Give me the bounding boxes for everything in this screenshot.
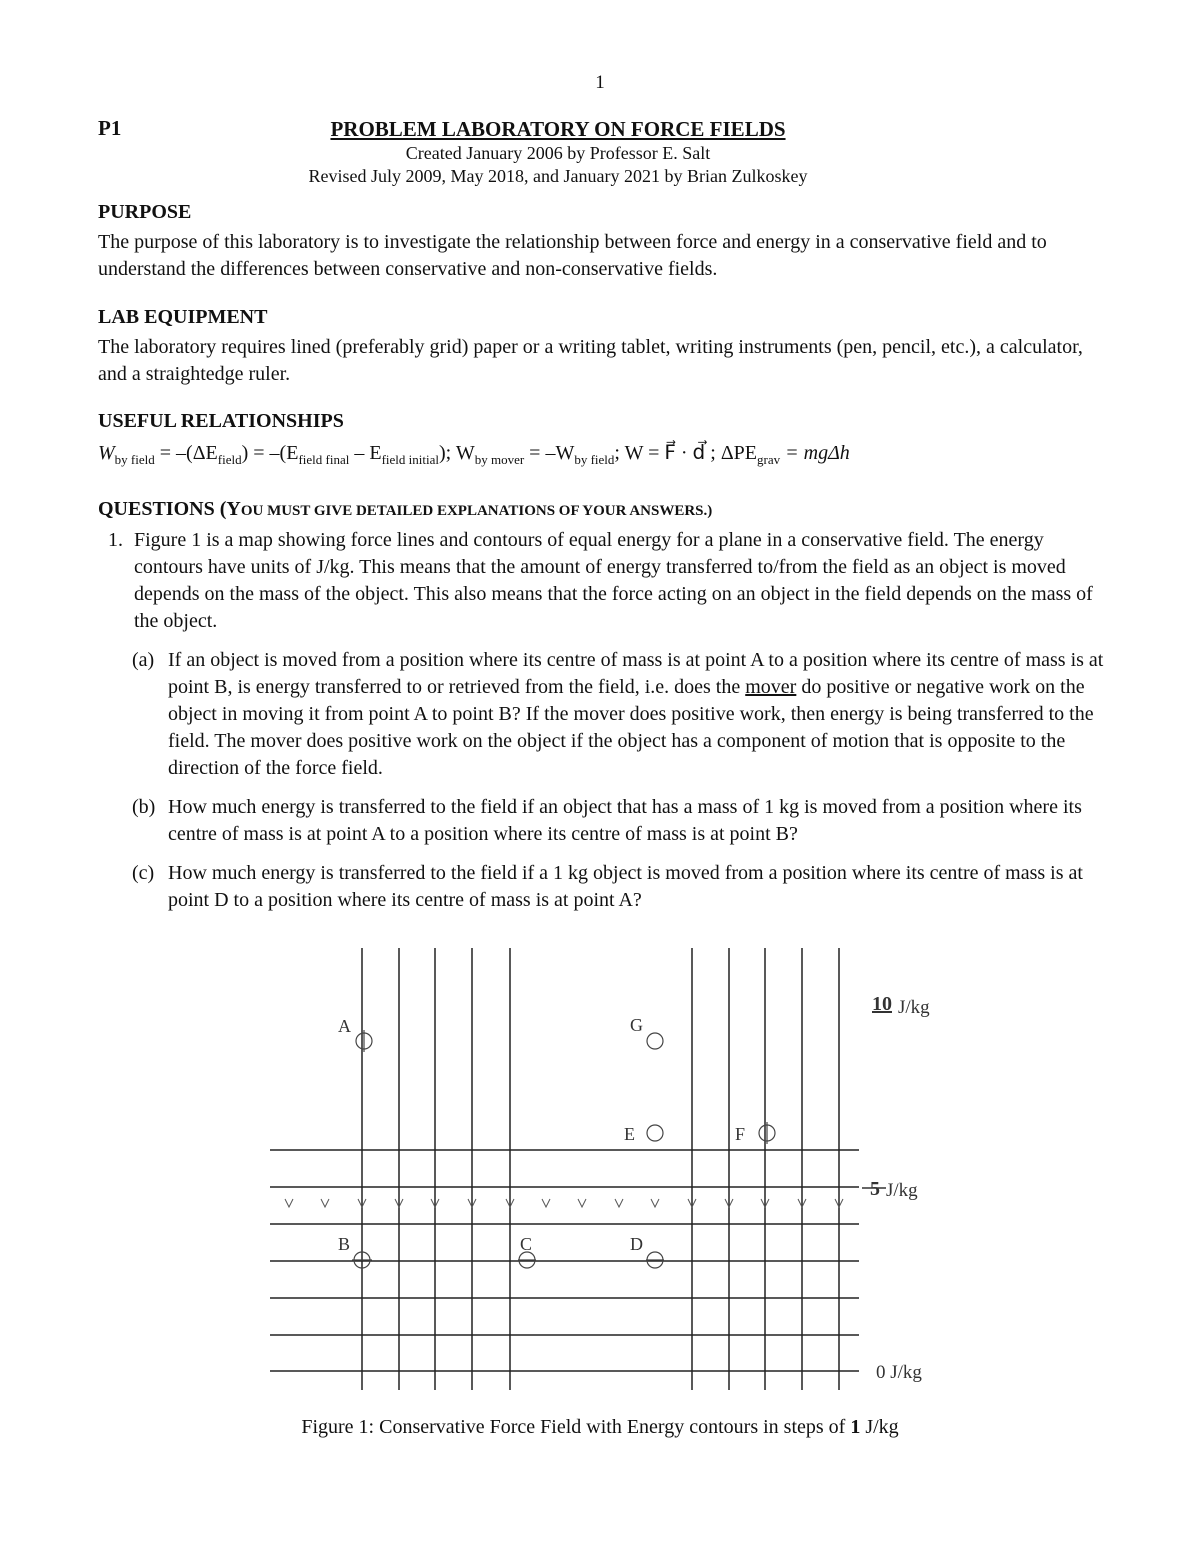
down-arrow-icon [542, 1199, 550, 1207]
down-arrow-icon [285, 1199, 293, 1207]
force-field-diagram [262, 940, 962, 1400]
point-g-label: G [630, 1015, 643, 1035]
equipment-heading: LAB EQUIPMENT [98, 306, 268, 328]
question-1b-label: (b) [132, 796, 156, 818]
field-direction-arrows [285, 1199, 843, 1207]
question-1c-text: How much energy is transferred to the field if a 1 kg object is moved from a position where its centre of mass is at point D to a position where its centre of mass is at point A? [168, 862, 1083, 911]
question-1c-label: (c) [132, 862, 155, 884]
question-1a-label: (a) [132, 649, 155, 671]
question-1a [132, 647, 1107, 782]
down-arrow-icon [651, 1199, 659, 1207]
point-a-label: A [338, 1016, 351, 1036]
label-5-unit: J/kg [886, 1180, 918, 1201]
question-1 [108, 527, 1108, 635]
equipment-text: The laboratory requires lined (preferably grid) paper or a writing tablet, writing instruments (pen, pencil, etc.), a calculator, and a straightedge ruler. [98, 336, 1083, 385]
force-lines [362, 948, 839, 1390]
down-arrow-icon [321, 1199, 329, 1207]
equipment-section [98, 304, 1108, 388]
purpose-section [98, 199, 1108, 283]
points [352, 1030, 775, 1268]
document-title: PROBLEM LABORATORY ON FORCE FIELDS [330, 117, 786, 141]
figure-1 [262, 940, 962, 1400]
point-f-label: F [735, 1124, 746, 1144]
question-1c [132, 860, 1107, 914]
page-number: 1 [595, 72, 605, 93]
contour-labels [862, 993, 930, 1383]
purpose-heading: PURPOSE [98, 201, 192, 223]
point-g-marker [647, 1033, 663, 1049]
label-10-unit: J/kg [898, 997, 930, 1018]
question-1-text: Figure 1 is a map showing force lines and contours of equal energy for a plane in a conservative field. The energy contours have units of J/kg. This means that the amount of energy transferred to/from the field as an object is moved depends on the mass of the object. This also means that the force acting on an object in the field depends on the mass of the object. [134, 529, 1093, 632]
relationships-heading: USEFUL RELATIONSHIPS [98, 410, 344, 432]
label-0: 0 J/kg [876, 1362, 922, 1383]
question-1-number: 1. [108, 529, 123, 551]
label-5: 5 [870, 1178, 880, 1200]
point-c-label: C [520, 1234, 533, 1254]
figure-caption: Figure 1: Conservative Force Field with Energy contours in steps of 1 J/kg [301, 1416, 899, 1438]
relationships-section [98, 408, 1108, 475]
down-arrow-icon [615, 1199, 623, 1207]
purpose-text: The purpose of this laboratory is to investigate the relationship between force and energy in a conservative field and to understand the differences between conservative and non-conservative fields. [98, 231, 1047, 280]
created-line: Created January 2006 by Professor E. Salt [405, 143, 711, 163]
label-10: 10 [872, 993, 892, 1015]
question-1b [132, 794, 1107, 848]
point-d-label: D [630, 1234, 643, 1254]
question-1a-text: If an object is moved from a position where its centre of mass is at point A to a position where its centre of mass is at point B, is energy transferred to or retrieved from the field, i.e. does the mover do positive or negative work on the object in moving it from point A to point B? If the mover does positive work, then energy is being transferred to the field. The mover does positive work on the object if the object has a component of motion that is opposite to the direction of the force field. [168, 649, 1104, 779]
question-1b-text: How much energy is transferred to the field if an object that has a mass of 1 kg is moved from a position where its centre of mass is at point A to a position where its centre of mass is at point B? [168, 796, 1082, 845]
down-arrow-icon [578, 1199, 586, 1207]
revised-line: Revised July 2009, May 2018, and January 2021 by Brian Zulkoskey [308, 166, 808, 186]
point-e-label: E [624, 1124, 635, 1144]
questions-heading: QUESTIONS (YOU MUST GIVE DETAILED EXPLANATIONS OF YOUR ANSWERS.) [98, 498, 713, 520]
relationships-equation: $W_{by field} = -(\Delta E_{field}) = -(E_{field final} - E_{field initial})$; $W_{by mover} = -W_{by field}$; W = F⃗ · d⃗ ; $\Delta PE_{grav} = mg\Delta h$ [98, 442, 850, 467]
point-b-label: B [338, 1234, 351, 1254]
title-block [0, 116, 1116, 188]
course-code: P1 [98, 116, 122, 140]
point-e-marker [647, 1125, 663, 1141]
